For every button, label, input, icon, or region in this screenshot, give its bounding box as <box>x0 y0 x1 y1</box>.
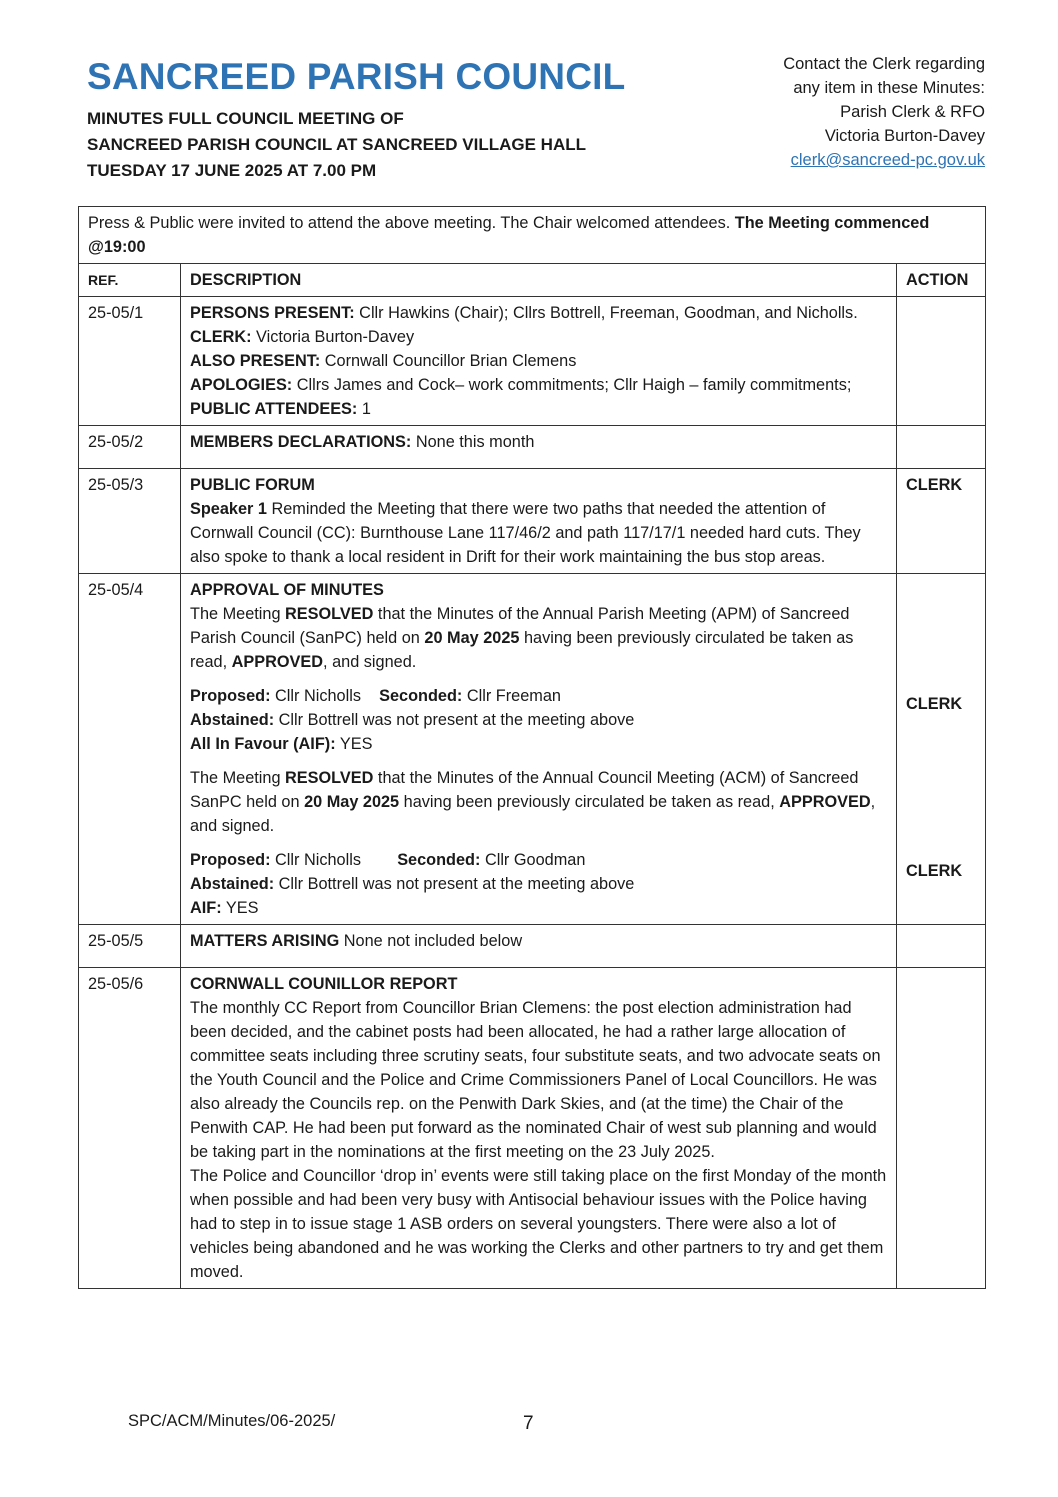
apm-vote: Proposed: Cllr Nicholls Seconded: Cllr Freeman Abstained: Cllr Bottrell was not present at the meeting above All In Favour (AIF): YES <box>190 687 635 753</box>
public-attendees-text: 1 <box>357 400 371 418</box>
apm-resolution: The Meeting RESOLVED that the Minutes of the Annual Parish Meeting (APM) of Sancreed Parish Council (SanPC) held on 20 May 2025 having been previously circulated be taken as read, APPROVED, and signed. <box>190 605 854 671</box>
table-row <box>79 469 986 574</box>
subtitle-line-1: MINUTES FULL COUNCIL MEETING OF <box>87 109 404 128</box>
action-clerk-acm: CLERK <box>906 862 963 880</box>
also-present-text: Cornwall Councillor Brian Clemens <box>320 352 577 370</box>
item-description <box>181 574 897 925</box>
clerk-text: Victoria Burton-Davey <box>251 328 415 346</box>
item-ref: 25-05/2 <box>79 426 181 469</box>
acm-resolution: The Meeting RESOLVED that the Minutes of the Annual Council Meeting (ACM) of Sancreed SanPC held on 20 May 2025 having been previously circulated be taken as read, APPROVED, and signed. <box>190 769 876 835</box>
table-row <box>79 925 986 968</box>
intro-row <box>79 207 986 264</box>
public-forum-heading: PUBLIC FORUM <box>190 476 315 494</box>
item-action: CLERK <box>897 469 986 574</box>
matters-arising-label: MATTERS ARISING <box>190 932 340 950</box>
clerk-label: CLERK: <box>190 328 252 346</box>
acm-vote: Proposed: Cllr Nicholls Seconded: Cllr Goodman Abstained: Cllr Bottrell was not present at the meeting above AIF: YES <box>190 851 635 917</box>
page-number: 7 <box>523 1413 534 1434</box>
item-description <box>181 426 897 469</box>
also-present-label: ALSO PRESENT: <box>190 352 321 370</box>
contact-line-1: Contact the Clerk regarding <box>783 55 985 73</box>
apologies-text: Cllrs James and Cock– work commitments; Cllr Haigh – family commitments; <box>292 376 852 394</box>
meeting-subtitle <box>87 106 586 184</box>
column-header-ref: REF. <box>79 264 181 297</box>
approval-heading: APPROVAL OF MINUTES <box>190 581 384 599</box>
item-ref: 25-05/5 <box>79 925 181 968</box>
item-action <box>897 574 986 925</box>
column-header-action: ACTION <box>897 264 986 297</box>
subtitle-line-3: TUESDAY 17 JUNE 2025 AT 7.00 PM <box>87 161 377 180</box>
column-header-description: DESCRIPTION <box>181 264 897 297</box>
clerk-email-link[interactable]: clerk@sancreed-pc.gov.uk <box>790 151 985 169</box>
document-reference: SPC/ACM/Minutes/06-2025/ <box>128 1412 336 1430</box>
contact-line-4: Victoria Burton-Davey <box>824 127 985 145</box>
minutes-table <box>78 206 986 1289</box>
table-row <box>79 574 986 925</box>
meeting-commenced: The Meeting commenced @19:00 <box>88 214 930 256</box>
subtitle-line-2: SANCREED PARISH COUNCIL AT SANCREED VILLAGE HALL <box>87 135 587 154</box>
cornwall-report-heading: CORNWALL COUNILLOR REPORT <box>190 975 458 993</box>
cornwall-report-p1: The monthly CC Report from Councillor Brian Clemens: the post election administration had been decided, and the cabinet posts had been allocated, he had a rather large allocation of committee seats including three scrutiny seats, four substitute seats, and two advocate seats on the Youth Council and the Police and Crime Commissioners Panel of Local Councillors. He was also already the Councils rep. on the Penwith Dark Skies, and (at the time) the Chair of the Penwith CAP. He had been put forward as the nominated Chair of west sub planning and would be taking part in the nominations at the first meeting on the 23 July 2025. <box>190 999 881 1161</box>
item-action <box>897 925 986 968</box>
intro-text: Press & Public were invited to attend the above meeting. The Chair welcomed attendees. <box>88 214 735 232</box>
apologies-label: APOLOGIES: <box>190 376 293 394</box>
speaker-text: Reminded the Meeting that there were two paths that needed the attention of Cornwall Council (CC): Burnthouse Lane 117/46/2 and path 117/17/1 needed hard cuts. They also spoke to thank a local resident in Drift for their work maintaining the bus stop areas. <box>190 500 861 566</box>
item-ref: 25-05/3 <box>79 469 181 574</box>
item-action <box>897 968 986 1289</box>
speaker-label: Speaker 1 <box>190 500 267 518</box>
public-attendees-label: PUBLIC ATTENDEES: <box>190 400 358 418</box>
table-row <box>79 297 986 426</box>
item-description <box>181 297 897 426</box>
item-description <box>181 968 897 1289</box>
item-description <box>181 469 897 574</box>
item-description <box>181 925 897 968</box>
cornwall-report-p2: The Police and Councillor ‘drop in’ events were still taking place on the first Monday of the month when possible and had been very busy with Antisocial behaviour issues with the Police having had to step in to issue stage 1 ASB orders on several youngsters. There were also a lot of vehicles being abandoned and he was working the Clerks and other partners to try and get them moved. <box>190 1167 887 1281</box>
present-label: PERSONS PRESENT: <box>190 304 355 322</box>
column-header-row <box>79 264 986 297</box>
declarations-text: None this month <box>411 433 535 451</box>
item-ref: 25-05/4 <box>79 574 181 925</box>
item-action <box>897 426 986 469</box>
intro-cell <box>79 207 986 264</box>
contact-line-3: Parish Clerk & RFO <box>840 103 985 121</box>
action-clerk-apm: CLERK <box>906 695 963 713</box>
item-ref: 25-05/1 <box>79 297 181 426</box>
item-ref: 25-05/6 <box>79 968 181 1289</box>
contact-line-2: any item in these Minutes: <box>793 79 985 97</box>
council-title: SANCREED PARISH COUNCIL <box>87 56 626 97</box>
declarations-label: MEMBERS DECLARATIONS: <box>190 433 412 451</box>
item-action <box>897 297 986 426</box>
table-row <box>79 426 986 469</box>
present-text: Cllr Hawkins (Chair); Cllrs Bottrell, Freeman, Goodman, and Nicholls. <box>354 304 858 322</box>
table-row <box>79 968 986 1289</box>
clerk-contact-block <box>783 52 985 172</box>
matters-arising-text: None not included below <box>339 932 523 950</box>
